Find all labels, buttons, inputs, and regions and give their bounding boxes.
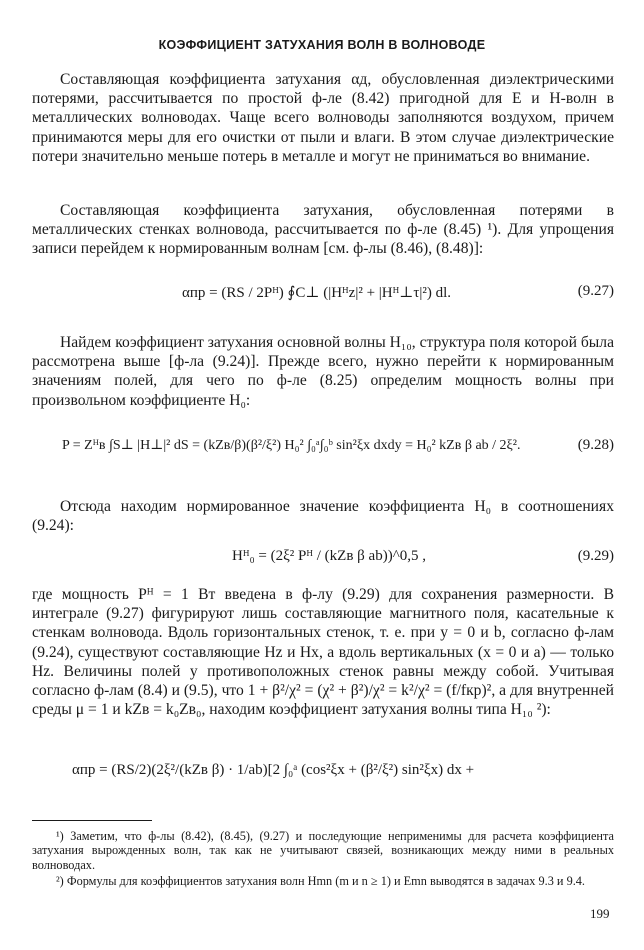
equation-9-28-formula: P = Zᴴв ∫S⊥ |H⊥|² dS = (kZв/β)(β²/ξ²) H₀² ∫₀ᵃ∫₀ᵇ sin²ξx dxdy = H₀² kZв β ab / 2ξ². bbox=[62, 438, 521, 453]
equation-alpha-pr-formula: αпр = (RS/2)(2ξ²/(kZв β) · 1/ab)[2 ∫₀ᵃ (cos²ξx + (β²/ξ²) sin²ξx) dx + bbox=[72, 762, 475, 778]
paragraph-power-and-fields: где мощность Pᴴ = 1 Вт введена в ф-лу (9.29) для сохранения размерности. В интеграле (9.27) фигурируют лишь составляющие магнитного поля, касательные к стенкам волновода. Вдоль горизонтальных стенок, т. е. при y = 0 и b, согласно ф-лам (9.24), существуют составляющие Hz и Hx, а вдоль вертикальных (x = 0 и a) — только Hz. Величины полей у противоположных стенок равны между собой. Учитывая согласно ф-лам (8.4) и (9.5), что 1 + β²/χ² = (χ² + β²)/χ² = k²/χ² = (f/fкр)², а для внутренней среды μ = 1 и kZв = k₀Zв₀, находим коэффициент затухания волны типа H₁₀ ²): bbox=[32, 586, 614, 719]
equation-9-29-formula: Hᴴ₀ = (2ξ² Pᴴ / (kZв β ab))^0,5 , bbox=[232, 548, 426, 564]
equation-9-27-number: (9.27) bbox=[577, 283, 614, 299]
equation-9-29-number: (9.29) bbox=[577, 548, 614, 564]
footnote-2: ²) Формулы для коэффициентов затухания волн Hmn (m и n ≥ 1) и Emn выводятся в задачах 9.3 и 9.4. bbox=[56, 874, 586, 888]
footnote-separator bbox=[32, 820, 152, 821]
equation-alpha-pr bbox=[32, 762, 614, 792]
paragraph-normalized-h0: Отсюда находим нормированное значение коэффициента H₀ в соотношениях (9.24): bbox=[32, 498, 614, 535]
paragraph-metal-losses: Составляющая коэффициента затухания, обусловленная потерями в металлических стенках волновода, рассчитывается по ф-ле (8.45) ¹). Для упрощения записи перейдем к нормированным волнам [см. ф-лы (8.46), (8.48)]: bbox=[32, 202, 614, 258]
page-number: 199 bbox=[590, 906, 610, 921]
paragraph-dielectric-losses: Составляющая коэффициента затухания αд, обусловленная диэлектрическими потерями, рассчитывается по простой ф-ле (8.42) пригодной для E и H-волн в металлических волноводах. Чаще всего волноводы заполняются воздухом, причем принимаются меры для его очистки от пыли и влаги. В этом случае диэлектрические потери значительно меньше потерь в металле и могут не приниматься во внимание. bbox=[32, 71, 614, 165]
equation-9-28-number: (9.28) bbox=[577, 437, 614, 453]
running-header: КОЭФФИЦИЕНТ ЗАТУХАНИЯ ВОЛН В ВОЛНОВОДЕ bbox=[158, 38, 486, 52]
footnote-1: ¹) Заметим, что ф-лы (8.42), (8.45), (9.27) и последующие неприменимы для расчета коэффициента затухания вырожденных волн, так как не учитывают связей, возникающих между ними в реальных волноводах. bbox=[32, 829, 614, 872]
equation-9-28 bbox=[32, 437, 614, 467]
equation-9-29 bbox=[32, 548, 614, 578]
equation-9-27-formula: αпр = (RS / 2Pᴴ) ∮C⊥ (|Hᴴz|² + |Hᴴ⊥τ|²) dl. bbox=[182, 285, 452, 301]
paragraph-h10-wave: Найдем коэффициент затухания основной волны H₁₀, структура поля которой была рассмотрена выше [ф-ла (9.24)]. Прежде всего, нужно перейти к нормированным значениям полей, для чего по ф-ле (8.25) определим мощность волны при произвольном коэффициенте H₀: bbox=[32, 334, 614, 409]
equation-9-27 bbox=[32, 283, 614, 313]
